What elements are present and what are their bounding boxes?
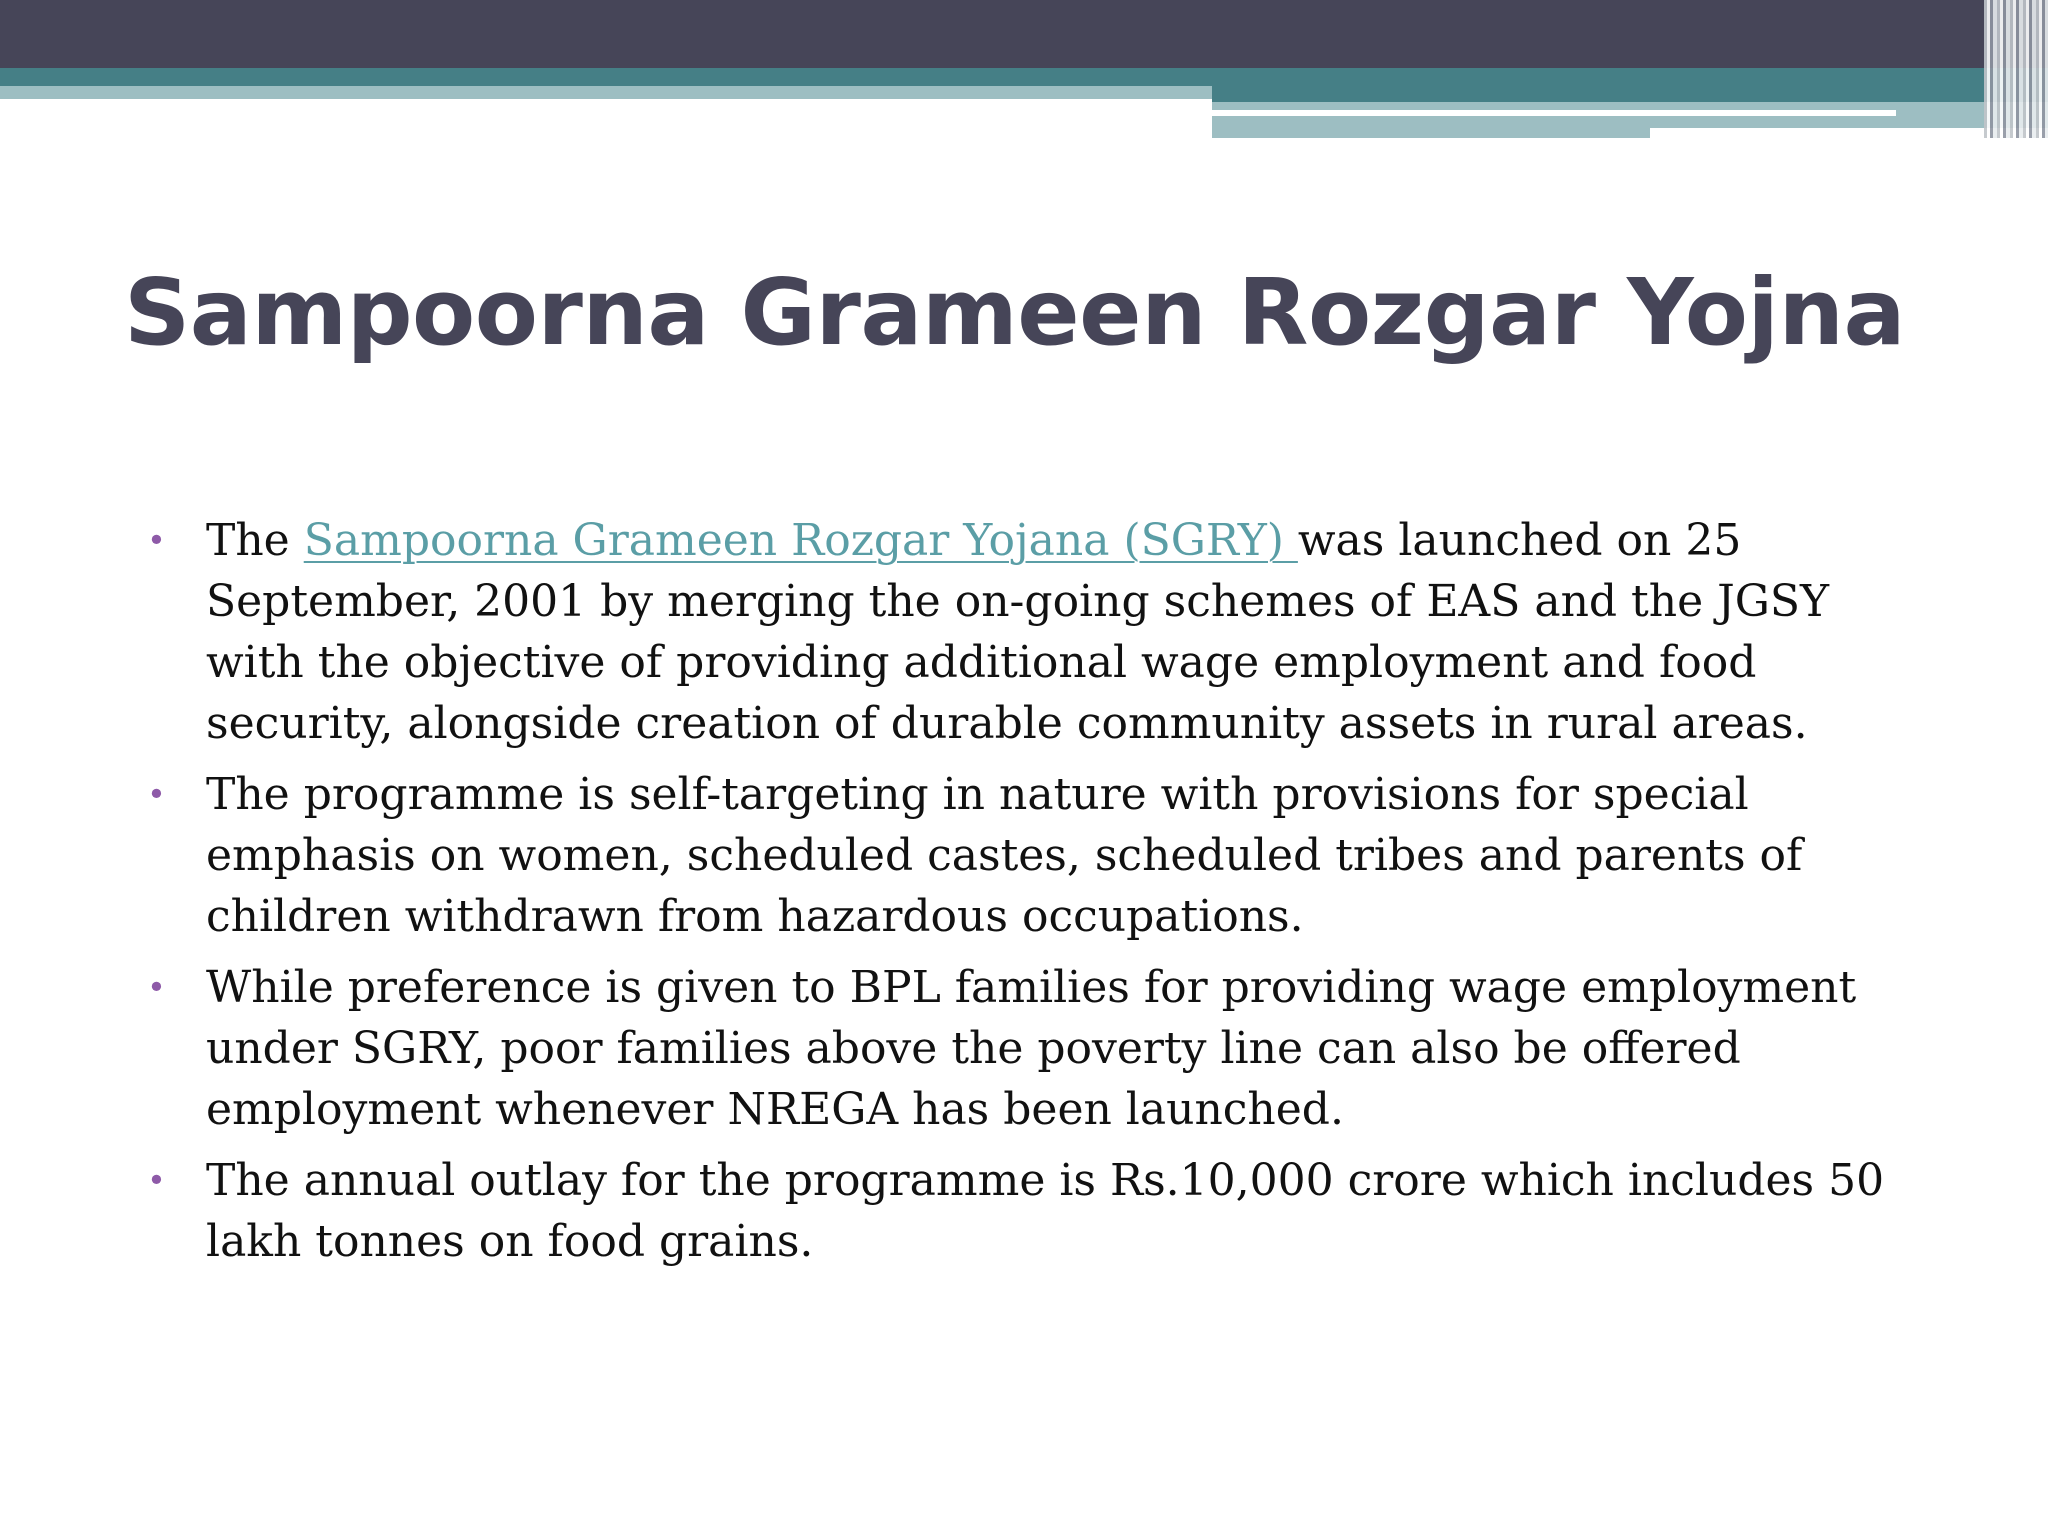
bullet-1-lead: The — [206, 515, 304, 566]
header-vertical-stripes — [1984, 0, 2048, 138]
bullet-marker: • — [147, 521, 166, 559]
bullet-marker: • — [147, 775, 166, 813]
bullet-1-text: was launched on 25 September, 2001 by merging the on-going schemes of EAS and the JGSY with the objective of providing additional wage employment and food security, alongside creation of durable community assets in rural areas. — [206, 515, 1830, 749]
header-divider-line — [1212, 110, 1896, 116]
bullet-3-text: While preference is given to BPL families for providing wage employment under SGRY, poor families above the poverty line can also be offered employment whenever NREGA has been launched. — [206, 962, 1857, 1135]
slide-title: Sampoorna Grameen Rozgar Yojna — [124, 259, 1906, 366]
bullet-item-4 — [144, 1150, 1924, 1272]
bullet-marker: • — [147, 968, 166, 1006]
bullet-4-text: The annual outlay for the programme is Rs.10,000 crore which includes 50 lakh tonnes on food grains. — [206, 1155, 1885, 1267]
sgry-link[interactable]: Sampoorna Grameen Rozgar Yojana (SGRY) — [303, 515, 1298, 566]
bullet-item-2 — [144, 764, 1924, 947]
bullet-marker: • — [147, 1161, 166, 1199]
bullet-2-text: The programme is self-targeting in nature with provisions for special emphasis on women, scheduled castes, scheduled tribes and parents of children withdrawn from hazardous occupations. — [206, 769, 1803, 942]
header-band-light-left — [0, 86, 1212, 99]
bullet-list — [144, 510, 1924, 1282]
bullet-item-1 — [144, 510, 1924, 754]
header-band-teal-right — [1212, 68, 2048, 102]
header-band-dark — [0, 0, 2048, 68]
bullet-item-3 — [144, 957, 1924, 1140]
